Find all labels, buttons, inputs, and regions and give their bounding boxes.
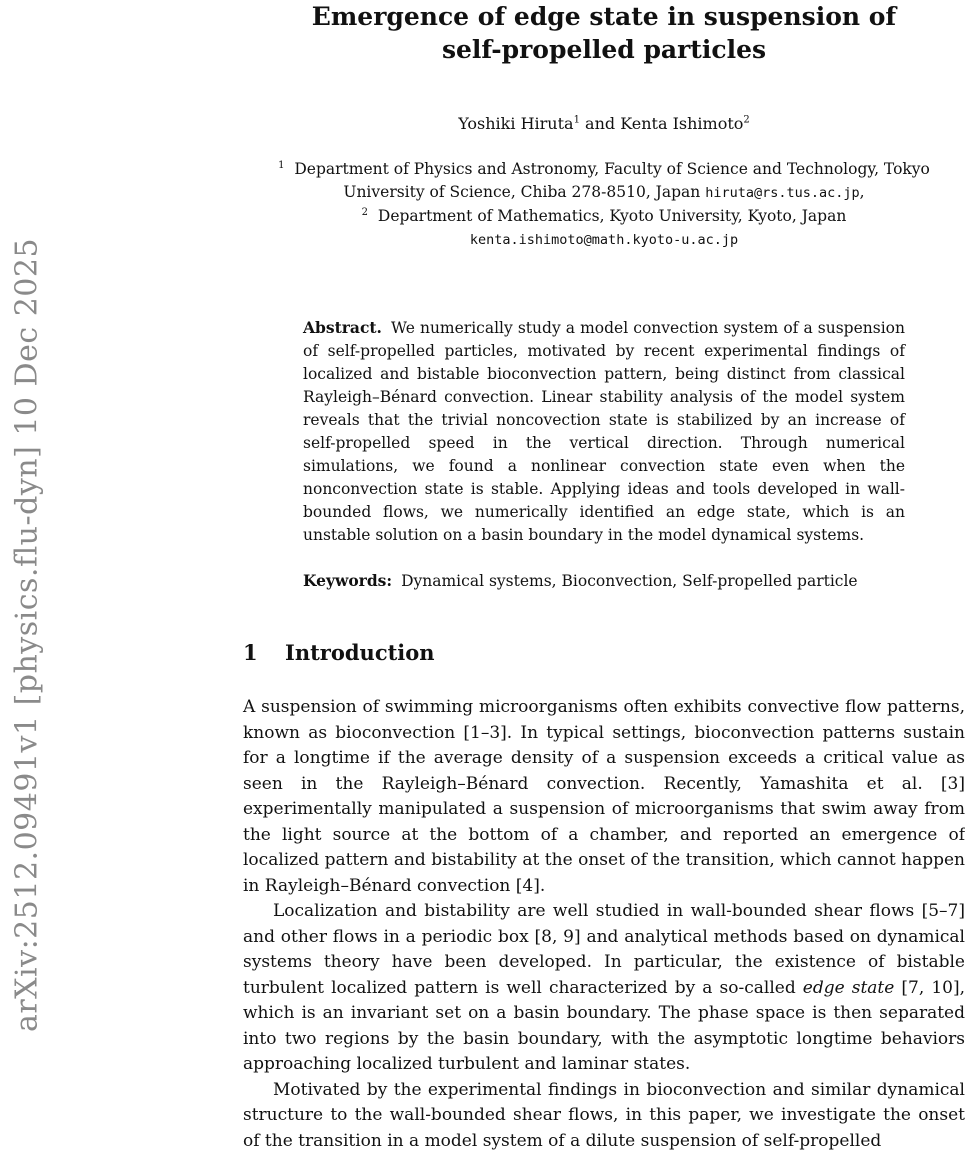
paper-title xyxy=(243,0,965,66)
affiliation-2-mark: 2 xyxy=(362,207,368,218)
abstract-text: We numerically study a model convection system of a suspension of self-propelled particles, motivated by recent experimental findings of localized and bistable bioconvection pattern, being distinct from classical Rayleigh–Bénard convection. Linear stability analysis of the model system reveals that the trivial noncovection state is stabilized by an increase of self-propelled speed in the vertical direction. Through numerical simulations, we found a nonlinear convection state even when the nonconvection state is stable. Applying ideas and tools developed in wall-bounded flows, we numerically identified an edge state, which is an unstable solution on a basin boundary in the model dynamical systems. xyxy=(303,319,905,544)
arxiv-identifier-stamp xyxy=(0,0,50,1145)
paragraph-2-text-a: Localization and bistability are well studied in wall-bounded shear flows [5–7] and other flows in a periodic box [8, 9] and analytical methods based on dynamical systems theory have been developed. In particular, the existence of bistable turbulent localized pattern is well characterized by a so-called xyxy=(243,901,965,998)
keywords-text: Dynamical systems, Bioconvection, Self-propelled particle xyxy=(401,572,858,590)
affiliation-2-text: Department of Mathematics, Kyoto University, Kyoto, Japan xyxy=(378,207,846,225)
paragraph-2-text-b: [7, 10], which is an invariant set on a basin boundary. The phase space is then separated into two regions by the basin boundary, with the asymptotic longtime behaviors approaching localized turbulent and laminar states. xyxy=(243,978,965,1075)
paragraph-2-emphasis: edge state xyxy=(803,978,895,998)
affiliation-1-text-cont: University of Science, Chiba 278-8510, Japan xyxy=(343,183,700,201)
title-line-1: Emergence of edge state in suspension of xyxy=(312,2,896,31)
author-list xyxy=(243,113,965,135)
affiliation-1-mark: 1 xyxy=(278,160,284,171)
affiliation-block xyxy=(243,158,965,252)
abstract xyxy=(303,316,905,547)
author-2-name: Kenta Ishimoto xyxy=(620,114,743,133)
section-heading-introduction xyxy=(243,639,435,667)
abstract-label: Abstract. xyxy=(303,318,382,337)
affiliation-2-line-2 xyxy=(243,228,965,252)
title-line-2: self-propelled particles xyxy=(442,35,766,64)
section-title: Introduction xyxy=(285,640,435,665)
paragraph-3: Motivated by the experimental findings in bioconvection and similar dynamical structure to the wall-bounded shear flows, in this paper, we investigate the onset of the transition in a model system of a dilute suspension of self-propelled xyxy=(243,1078,965,1154)
affiliation-1-line-1 xyxy=(243,158,965,181)
affiliation-1-punct: , xyxy=(860,183,865,201)
arxiv-identifier-text: arXiv:2512.09491v1 [physics.flu-dyn] 10 Dec 2025 xyxy=(10,238,45,1032)
paragraph-2 xyxy=(243,899,965,1078)
keywords-label: Keywords: xyxy=(303,571,392,590)
paragraph-1: A suspension of swimming microorganisms often exhibits convective flow patterns, known as bioconvection [1–3]. In typical settings, bioconvection patterns sustain for a longtime if the average density of a suspension exceeds a critical value as seen in the Rayleigh–Bénard convection. Recently, Yamashita et al. [3] experimentally manipulated a suspension of microorganisms that swim away from the light source at the bottom of a chamber, and reported an emergence of localized pattern and bistability at the onset of the transition, which cannot happen in Rayleigh–Bénard convection [4]. xyxy=(243,695,965,899)
author-joiner: and xyxy=(585,114,615,133)
keywords xyxy=(303,569,905,593)
section-number: 1 xyxy=(243,639,285,667)
author-2-affiliation-mark: 2 xyxy=(743,115,749,126)
author-1-affiliation-mark: 1 xyxy=(574,115,580,126)
affiliation-1-text: Department of Physics and Astronomy, Faculty of Science and Technology, Tokyo xyxy=(294,160,930,178)
affiliation-2-email[interactable]: kenta.ishimoto@math.kyoto-u.ac.jp xyxy=(470,232,738,248)
affiliation-1-email[interactable]: hiruta@rs.tus.ac.jp xyxy=(705,185,859,201)
affiliation-1-line-2 xyxy=(243,181,965,205)
introduction-body xyxy=(243,695,965,1154)
affiliation-2-line-1 xyxy=(243,205,965,228)
author-1-name: Yoshiki Hiruta xyxy=(458,114,573,133)
